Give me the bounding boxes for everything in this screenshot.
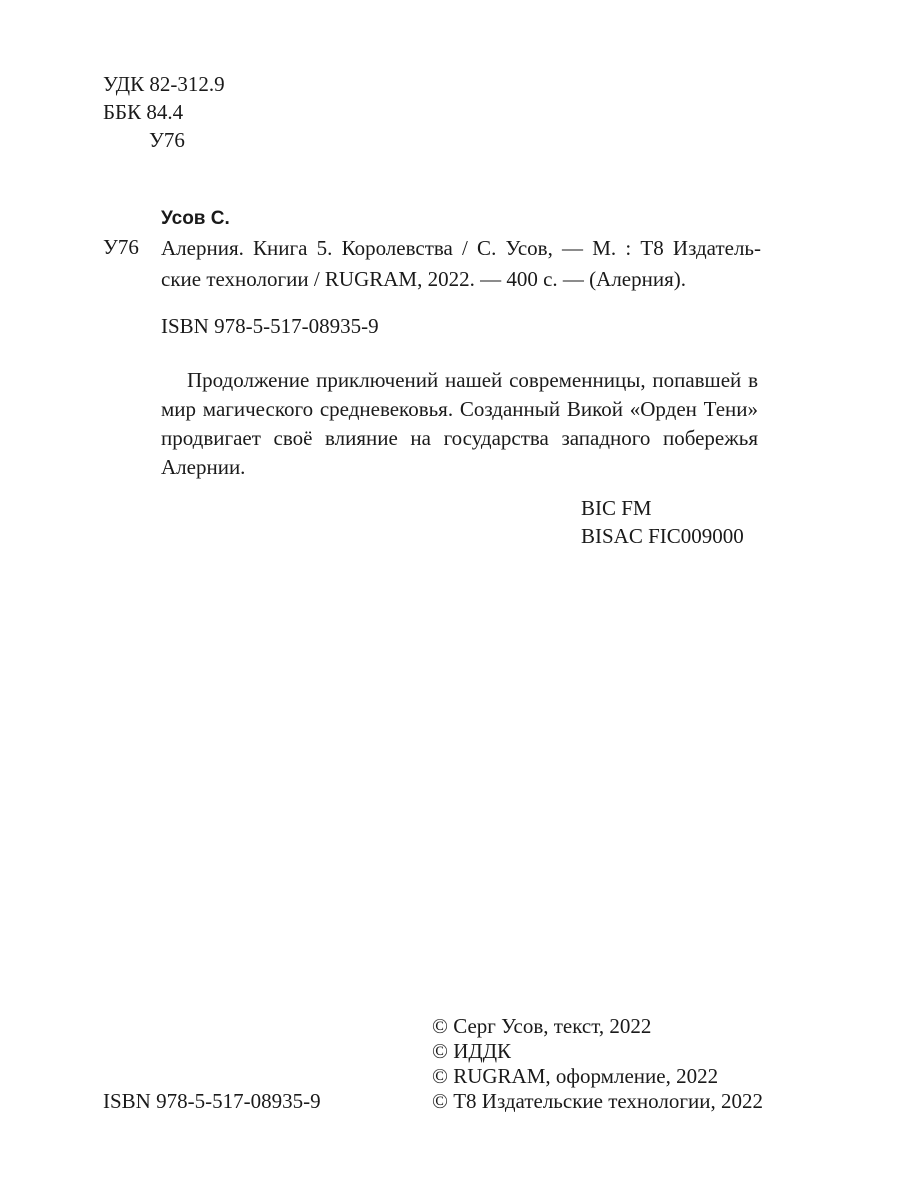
bibliographic-description bbox=[161, 233, 761, 295]
abstract-line-3: продвигает своё влияние на государства западного побережья bbox=[161, 426, 758, 450]
footer-isbn: ISBN 978-5-517-08935-9 bbox=[103, 1089, 321, 1113]
copyright-line: © Т8 Издательские технологии, 2022 bbox=[432, 1089, 763, 1113]
author-name: Усов С. bbox=[161, 208, 230, 229]
record-cutter-code: У76 bbox=[103, 235, 139, 259]
copyright-notices bbox=[432, 1014, 763, 1114]
classification-block bbox=[103, 70, 225, 154]
record-isbn: ISBN 978-5-517-08935-9 bbox=[161, 314, 379, 338]
bic-code: BIC FM bbox=[581, 496, 652, 520]
abstract-line-1: Продолжение приключений нашей современницы, попавшей в bbox=[187, 368, 758, 392]
copyright-line: © Серг Усов, текст, 2022 bbox=[432, 1014, 652, 1038]
udk-code: УДК 82-312.9 bbox=[103, 72, 225, 96]
abstract-line-4: Алернии. bbox=[161, 455, 246, 479]
bib-line-2: ские технологии / RUGRAM, 2022. — 400 с. — (Алерния). bbox=[161, 267, 687, 291]
abstract-line-2: мир магического средневековья. Созданный Викой «Орден Тени» bbox=[161, 397, 758, 421]
copyright-line: © ИДДК bbox=[432, 1039, 512, 1063]
copyright-line: © RUGRAM, оформление, 2022 bbox=[432, 1064, 719, 1088]
bisac-code: BISAC FIC009000 bbox=[581, 524, 744, 548]
subject-codes bbox=[581, 494, 744, 550]
cutter-code: У76 bbox=[149, 128, 185, 152]
bib-line-1: Алерния. Книга 5. Королевства / С. Усов, — М. : Т8 Издатель- bbox=[161, 236, 761, 260]
abstract-paragraph bbox=[161, 366, 758, 482]
bbk-code: ББК 84.4 bbox=[103, 100, 184, 124]
